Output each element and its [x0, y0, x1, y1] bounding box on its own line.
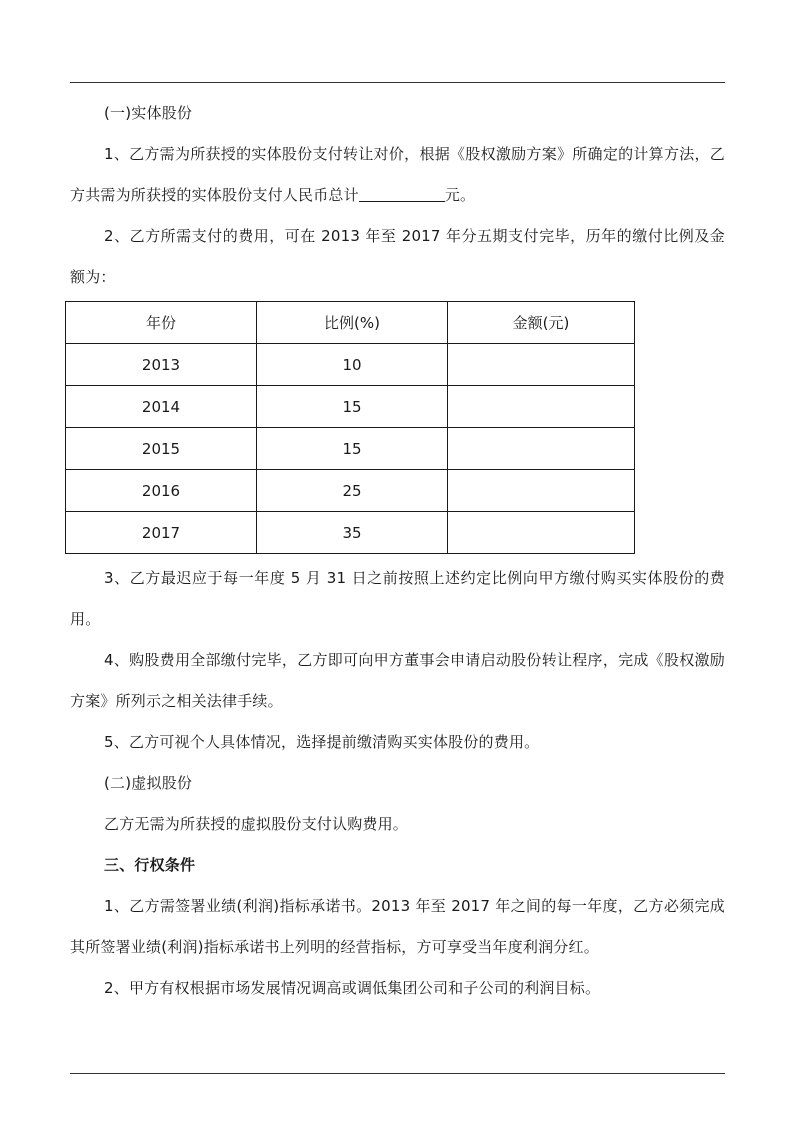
table-row — [66, 470, 635, 512]
cell-ratio: 15 — [257, 428, 448, 470]
cell-ratio: 15 — [257, 386, 448, 428]
amount-blank-line — [359, 187, 445, 202]
cell-amount — [448, 428, 635, 470]
cell-ratio: 35 — [257, 512, 448, 554]
cell-ratio: 25 — [257, 470, 448, 512]
cell-year: 2015 — [66, 428, 257, 470]
cell-year: 2016 — [66, 470, 257, 512]
paragraph-exercise-1: 1、乙方需签署业绩(利润)指标承诺书。2013 年至 2017 年之间的每一年度，乙方必须完成其所签署业绩(利润)指标承诺书上列明的经营指标，方可享受当年度利润分红。 — [70, 897, 725, 956]
section-heading-virtual-shares: (二)虚拟股份 — [104, 774, 193, 792]
cell-year: 2017 — [66, 512, 257, 554]
cell-amount — [448, 386, 635, 428]
column-header-year: 年份 — [66, 302, 257, 344]
payment-schedule-table — [65, 301, 635, 554]
table-row — [66, 512, 635, 554]
column-header-ratio: 比例(%) — [257, 302, 448, 344]
paragraph-1-suffix: 元。 — [444, 186, 476, 204]
paragraph-virtual-shares: 乙方无需为所获授的虚拟股份支付认购费用。 — [104, 815, 409, 833]
paragraph-4: 4、购股费用全部缴付完毕，乙方即可向甲方董事会申请启动股份转让程序，完成《股权激励方案》所列示之相关法律手续。 — [70, 651, 725, 710]
section-heading-exercise-conditions: 三、行权条件 — [104, 856, 196, 874]
paragraph-exercise-2: 2、甲方有权根据市场发展情况调高或调低集团公司和子公司的利润目标。 — [104, 979, 601, 997]
paragraph-1-text: 1、乙方需为所获授的实体股份支付转让对价，根据《股权激励方案》所确定的计算方法，乙方共需为所获授的实体股份支付人民币总计 — [70, 145, 725, 204]
cell-amount — [448, 470, 635, 512]
cell-amount — [448, 512, 635, 554]
paragraph-5: 5、乙方可视个人具体情况，选择提前缴清购买实体股份的费用。 — [104, 733, 540, 751]
cell-amount — [448, 344, 635, 386]
cell-year: 2013 — [66, 344, 257, 386]
paragraph-2: 2、乙方所需支付的费用，可在 2013 年至 2017 年分五期支付完毕，历年的缴付比例及金额为： — [70, 227, 725, 286]
table-row — [66, 386, 635, 428]
paragraph-1 — [70, 134, 725, 216]
table-row — [66, 428, 635, 470]
table-header-row — [66, 302, 635, 344]
column-header-amount: 金额(元) — [448, 302, 635, 344]
section-heading-physical-shares: (一)实体股份 — [104, 104, 193, 122]
paragraph-3: 3、乙方最迟应于每一年度 5 月 31 日之前按照上述约定比例向甲方缴付购买实体股份的费用。 — [70, 569, 725, 628]
table-row — [66, 344, 635, 386]
header-rule — [70, 82, 725, 83]
footer-rule — [70, 1073, 725, 1074]
document-body — [70, 93, 725, 1009]
cell-ratio: 10 — [257, 344, 448, 386]
cell-year: 2014 — [66, 386, 257, 428]
